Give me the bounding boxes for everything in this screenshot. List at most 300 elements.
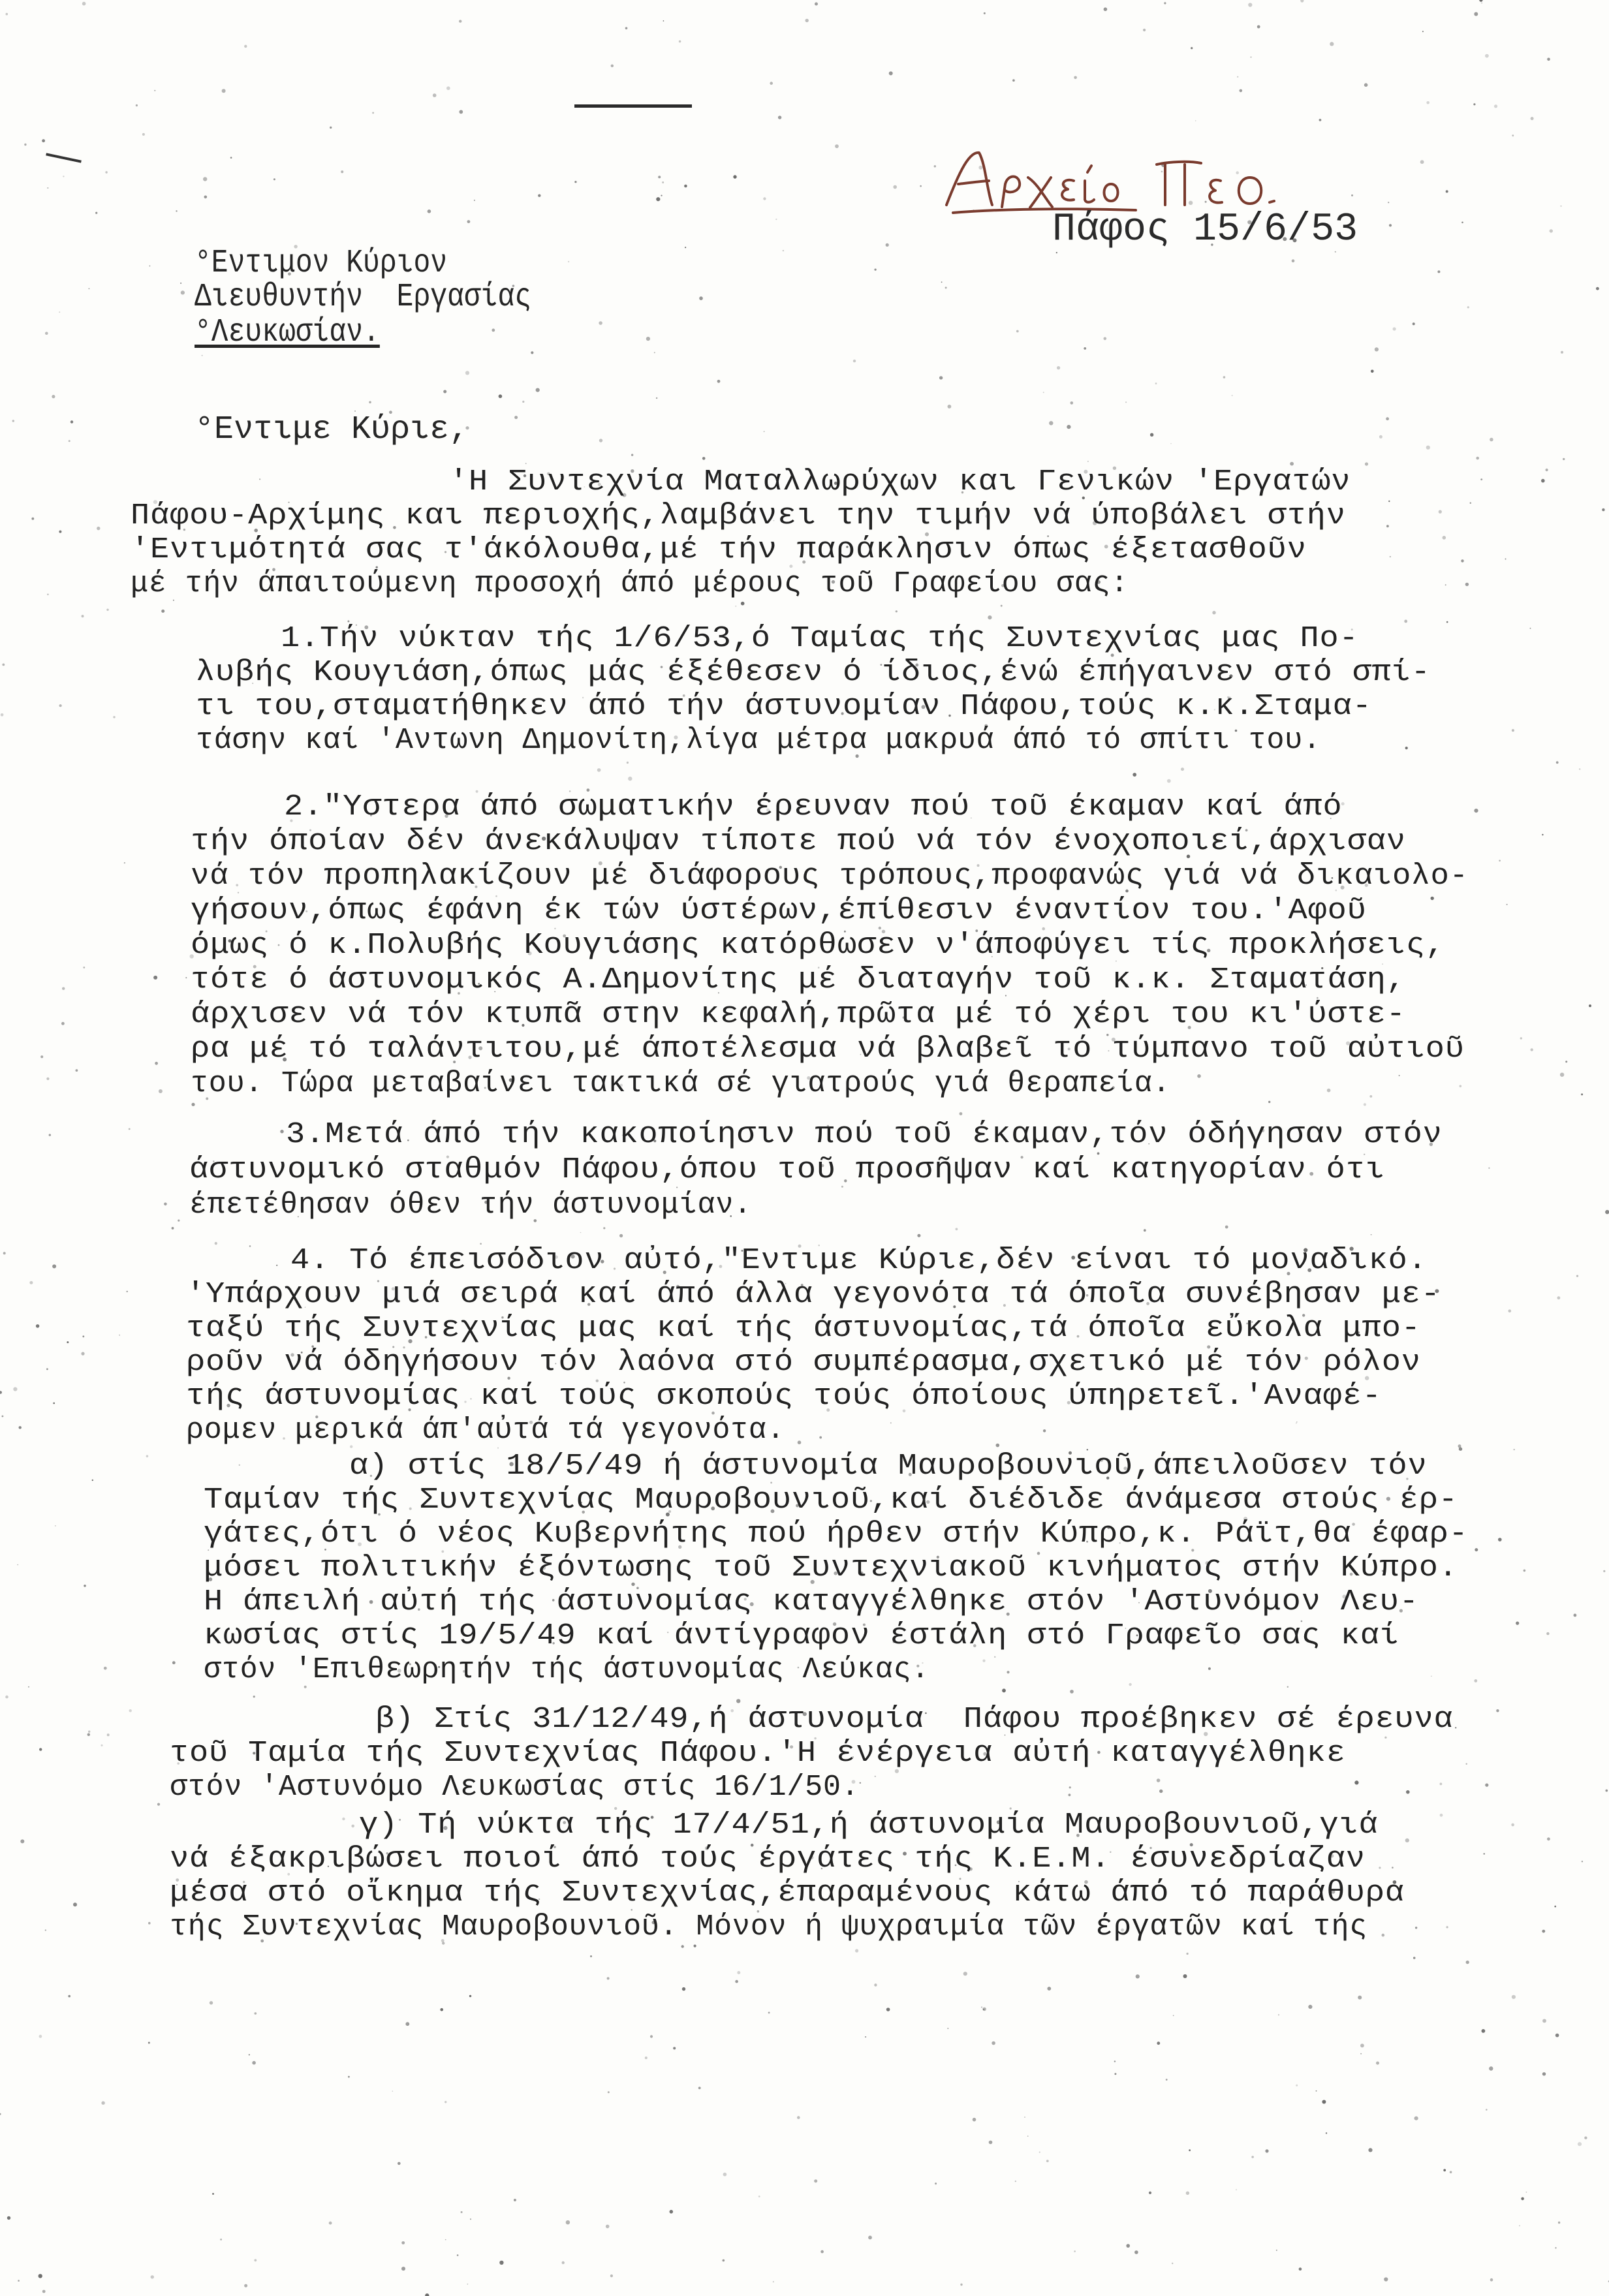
speck — [994, 1656, 995, 1658]
speck — [1390, 556, 1391, 557]
speck — [663, 20, 664, 22]
speck — [1507, 904, 1508, 905]
speck — [1547, 58, 1550, 61]
speck — [1547, 1837, 1550, 1840]
speck — [1265, 2149, 1268, 2152]
speck — [222, 89, 226, 93]
speck — [889, 71, 893, 75]
speck — [658, 176, 661, 178]
speck — [254, 2259, 257, 2261]
speck — [1470, 503, 1471, 504]
speck — [1195, 120, 1196, 121]
speck — [148, 1922, 151, 1925]
speck — [1330, 42, 1334, 46]
speck — [1485, 54, 1489, 58]
speck — [1486, 2109, 1488, 2111]
speck — [855, 1949, 858, 1952]
speck — [1002, 1688, 1006, 1692]
body-line: μέσα στό οἴκημα τής Συντεχνίας,έπαραμένους κάτω άπό τό παράθυρα — [170, 1876, 1405, 1910]
speck — [1276, 2250, 1277, 2251]
speck — [956, 1228, 958, 1230]
speck — [1602, 508, 1604, 511]
speck — [1581, 1093, 1583, 1095]
speck — [341, 170, 343, 173]
speck — [815, 3, 818, 6]
speck — [159, 1089, 163, 1093]
speck — [42, 139, 45, 142]
speck — [670, 2210, 674, 2214]
speck — [87, 1733, 90, 1736]
speck — [814, 2179, 817, 2182]
speck — [1257, 25, 1260, 29]
speck — [1251, 57, 1252, 58]
speck — [1232, 395, 1233, 396]
speck — [151, 2275, 154, 2278]
speck — [631, 454, 633, 456]
speck — [1426, 446, 1430, 450]
speck — [893, 185, 897, 189]
speck — [611, 65, 614, 67]
speck — [105, 171, 107, 173]
speck — [1512, 729, 1514, 732]
speck — [1555, 2247, 1556, 2248]
speck — [1466, 1961, 1469, 1964]
speck — [249, 1245, 251, 1247]
body-line: άρχισεν νά τόν κτυπᾶ στην κεφαλή,πρῶτα μέ τό χέρι του κι'ύστε- — [191, 998, 1406, 1031]
body-line: γ) Τή νύκτα τής 17/4/51,ή άστυνομία Μαυροβουνιοῦ,γιά — [359, 1808, 1379, 1842]
speck — [1316, 2090, 1317, 2092]
body-line: γάτες,ότι ό νέος Κυβερνήτης πού ήρθεν στήν Κύπρο,κ. Ράϊτ,θα έφαρ- — [204, 1517, 1469, 1551]
speck — [2, 664, 5, 666]
body-line: ρα μέ τό ταλάντιτου,μέ άποτέλεσμα νά βλαβεῖ τό τύμπανο τοῦ αὐτιοῦ — [191, 1032, 1465, 1066]
speck — [1197, 1074, 1201, 1078]
speck — [947, 2028, 948, 2029]
speck — [1326, 2132, 1327, 2133]
speck — [1476, 457, 1479, 460]
speck — [40, 1055, 43, 1058]
speck — [276, 1265, 277, 1266]
speck — [20, 1839, 24, 1843]
speck — [723, 2259, 725, 2262]
speck — [161, 610, 164, 613]
speck — [1379, 1867, 1381, 1869]
speck — [1354, 1780, 1358, 1784]
speck — [47, 594, 49, 596]
speck — [42, 2290, 46, 2293]
speck — [52, 1264, 56, 1268]
speck — [1056, 252, 1057, 253]
speck — [1480, 478, 1482, 480]
speck — [1519, 2226, 1520, 2227]
speck — [1561, 351, 1563, 354]
speck — [1405, 747, 1408, 749]
speck — [440, 2008, 443, 2011]
speck — [1415, 1927, 1417, 1929]
speck — [155, 1062, 158, 1065]
speck — [83, 967, 85, 969]
speck — [798, 1440, 802, 1444]
speck — [19, 1426, 22, 1429]
speck — [597, 768, 601, 772]
speck — [1516, 1622, 1519, 1625]
speck — [1319, 119, 1322, 121]
speck — [1125, 401, 1127, 403]
speck — [1420, 160, 1424, 164]
speck — [917, 1234, 920, 1237]
speck — [1561, 206, 1562, 207]
speck — [1012, 79, 1015, 82]
speck — [538, 194, 540, 197]
speck — [1007, 1671, 1009, 1673]
speck — [1490, 438, 1493, 442]
speck — [1542, 1930, 1545, 1933]
speck — [29, 1281, 33, 1284]
body-line: άστυνομικό σταθμόν Πάφου,όπου τοῦ προσῆψαν καί κατηγορίαν ότι — [189, 1153, 1385, 1187]
speck — [203, 177, 207, 181]
speck — [939, 376, 943, 379]
speck — [1406, 1790, 1410, 1794]
speck — [149, 266, 151, 267]
speck — [1446, 190, 1448, 193]
speck — [610, 2274, 613, 2277]
speck — [865, 2036, 866, 2038]
speck — [1422, 31, 1424, 32]
speck — [398, 2162, 401, 2165]
speck — [499, 394, 503, 398]
speck — [1489, 2066, 1493, 2070]
body-line: τοῦ Ταμία τής Συντεχνίας Πάφου.'Η ένέργεια αὐτή καταγγέλθηκε — [170, 1737, 1346, 1770]
speck — [1589, 1004, 1591, 1007]
speck — [45, 332, 48, 335]
speck — [1576, 1275, 1578, 1277]
speck — [568, 261, 569, 262]
speck — [989, 2141, 993, 2145]
speck — [1485, 1784, 1488, 1787]
speck — [1386, 417, 1389, 420]
speck — [645, 2056, 648, 2059]
speck — [28, 1686, 29, 1688]
speck — [1461, 222, 1463, 224]
speck — [467, 220, 471, 223]
speck — [1191, 47, 1193, 49]
speck — [146, 1455, 149, 1457]
speck — [963, 1972, 967, 1976]
speck — [1278, 2014, 1279, 2015]
speck — [562, 2261, 565, 2264]
speck — [84, 1585, 86, 1587]
speck — [107, 1733, 110, 1736]
speck — [1365, 462, 1368, 465]
speck — [886, 243, 889, 247]
speck — [68, 1995, 70, 1998]
speck — [1473, 103, 1475, 105]
speck — [1159, 1790, 1163, 1793]
speck — [566, 2220, 570, 2224]
speck — [1541, 479, 1545, 483]
body-line: κωσίας στίς 19/5/49 καί άντίγραφον έστάλη στό Γραφεῖο σας καί — [204, 1619, 1399, 1652]
speck — [61, 1022, 65, 1025]
speck — [1157, 2041, 1160, 2045]
speck — [1405, 1838, 1409, 1842]
speck — [654, 352, 655, 353]
body-line: ταξύ τής Συντεχνίας μας καί τής άστυνομίας,τά όποῖα εὔκολα μπο- — [186, 1312, 1421, 1345]
speck — [1126, 2244, 1130, 2248]
body-line: γήσουν,όπως έφάνη έκ τών ύστέρων,έπίθεσιν έναντίον του.'Αφοῦ — [191, 894, 1367, 927]
speck — [1248, 3, 1252, 7]
speck — [1322, 2100, 1326, 2104]
speck — [47, 187, 48, 189]
body-line: όμως ό κ.Πολυβής Κουγιάσης κατόρθωσεν ν'άποφύγει τίς προκλήσεις, — [191, 929, 1445, 962]
speck — [69, 440, 70, 442]
speck — [230, 157, 232, 159]
speck — [1292, 259, 1295, 262]
body-line: Ταμίαν τής Συντεχνίας Μαυροβουνιοῦ,καί διέδιδε άνάμεσα στούς έρ- — [204, 1483, 1458, 1517]
speck — [273, 178, 275, 180]
speck — [1173, 2015, 1174, 2016]
speck — [1555, 2034, 1559, 2038]
speck — [59, 704, 62, 707]
speck — [1070, 1690, 1074, 1694]
speck — [684, 185, 687, 188]
speck — [945, 287, 947, 288]
speck — [24, 144, 26, 146]
speck — [874, 1983, 877, 1986]
speck — [82, 1335, 84, 1337]
body-line: ροῦν νά όδηγήσουν τόν λαόνα στό συμπέρασμα,σχετικό μέ τόν ρόλον — [186, 1346, 1421, 1379]
speck — [1104, 337, 1107, 341]
speck — [988, 615, 992, 619]
speck — [1369, 1095, 1372, 1098]
body-line: μέ τήν άπαιτούμενη προσοχή άπό μέρους τοῦ Γραφείου σας: — [131, 567, 1129, 600]
speck — [1512, 134, 1514, 136]
speck — [603, 1227, 605, 1229]
speck — [717, 380, 721, 383]
speck — [1016, 330, 1019, 333]
speck — [1520, 1037, 1522, 1039]
speck — [1531, 117, 1534, 120]
speck — [7, 2216, 10, 2220]
speck — [1389, 224, 1392, 226]
speck — [1413, 322, 1415, 325]
speck — [153, 976, 157, 980]
speck — [1531, 1048, 1533, 1051]
speck — [1027, 2135, 1029, 2137]
speck — [1268, 1101, 1270, 1103]
speck — [1459, 1448, 1462, 1451]
speck — [136, 104, 138, 106]
speck — [1603, 1570, 1605, 1572]
speck — [896, 610, 898, 612]
body-line: έπετέθησαν όθεν τήν άστυνομίαν. — [189, 1188, 752, 1222]
speck — [204, 196, 208, 199]
speck — [443, 390, 446, 394]
speck — [499, 2261, 503, 2265]
speck — [1074, 76, 1077, 80]
speck — [142, 133, 145, 136]
speck — [82, 2, 86, 6]
speck — [1443, 536, 1446, 540]
speck — [1166, 2079, 1168, 2081]
speck — [1143, 29, 1146, 31]
speck — [459, 20, 461, 22]
body-line: τήν όποίαν δέν άνεκάλυψαν τίποτε πού νά τόν ένοχοποιεί,άρχισαν — [191, 825, 1406, 858]
speck — [113, 716, 115, 718]
speck — [1554, 1906, 1556, 1908]
speck — [981, 2006, 982, 2008]
body-line: 1.Τήν νύκταν τής 1/6/53,ό Ταμίας τής Συντεχνίας μας Πο- — [281, 622, 1359, 655]
speck — [1505, 559, 1507, 560]
speck — [342, 1818, 345, 1820]
speck — [685, 247, 686, 248]
speck — [1393, 327, 1396, 330]
speck — [1368, 2148, 1372, 2152]
speck — [819, 1436, 822, 1439]
body-line: α) στίς 18/5/49 ή άστυνομία Μαυροβουνιοῦ,άπειλοῦσεν τόν — [349, 1450, 1428, 1483]
speck — [101, 2102, 104, 2105]
speck — [1104, 7, 1108, 11]
speck — [770, 82, 773, 85]
speck — [1360, 2043, 1364, 2047]
speck — [599, 439, 602, 442]
speck — [1087, 461, 1089, 462]
speck — [259, 478, 260, 480]
speck — [1511, 1823, 1514, 1827]
recipient-line-2: Διευθυντήν Εργασίας — [195, 279, 532, 316]
speck — [253, 1696, 255, 1698]
speck — [185, 977, 187, 978]
body-line: Πάφου-Αρχίμης και περιοχής,λαμβάνει την τιμήν νά ύποβάλει στήν — [131, 499, 1346, 533]
speck — [1558, 2222, 1560, 2224]
speck — [1001, 605, 1003, 607]
body-line: τής άστυνομίας καί τούς σκοπούς τούς όποίους ύπηρετεῖ.'Αναφέ- — [186, 1380, 1382, 1413]
speck — [741, 602, 745, 606]
speck — [1371, 370, 1374, 373]
speck — [1560, 1073, 1564, 1077]
speck — [1084, 347, 1086, 350]
speck — [820, 2250, 824, 2254]
speck — [330, 127, 332, 129]
speck — [46, 1368, 48, 1370]
speck — [445, 2101, 446, 2103]
speck — [982, 2008, 986, 2011]
speck — [59, 311, 60, 313]
speck — [1465, 583, 1469, 586]
speck — [433, 93, 437, 97]
speck — [650, 2035, 653, 2038]
speck — [934, 165, 936, 167]
speck — [805, 19, 809, 22]
speck — [679, 40, 681, 43]
speck — [148, 2042, 150, 2044]
speck — [39, 2274, 42, 2278]
speck — [202, 355, 203, 356]
speck — [1574, 1614, 1577, 1617]
speck — [1069, 1793, 1071, 1796]
speck — [59, 531, 61, 533]
speck — [1144, 1229, 1146, 1232]
speck — [1557, 1296, 1561, 1299]
speck — [1578, 2142, 1582, 2146]
speck — [1565, 1061, 1567, 1063]
speck — [1413, 1957, 1416, 1959]
speck — [445, 2239, 446, 2241]
speck — [1481, 3, 1482, 4]
speck — [941, 281, 943, 283]
body-line: τότε ό άστυνομικός Α.Δημονίτης μέ διαταγήν τοῦ κ.κ. Σταματάση, — [191, 963, 1406, 997]
letter-date: Πάφος 15/6/53 — [1052, 208, 1358, 252]
speck — [2, 1416, 4, 1418]
speck — [446, 86, 450, 90]
speck — [973, 2118, 976, 2122]
speck — [1546, 1632, 1549, 1635]
speck — [580, 1232, 582, 1233]
speck — [1167, 779, 1171, 783]
speck — [469, 1995, 471, 1997]
speck — [36, 1324, 39, 1327]
speck — [492, 329, 495, 332]
speck — [1134, 2250, 1138, 2254]
speck — [461, 2211, 463, 2213]
body-line: 'Εντιμότητά σας τ'άκόλουθα,μέ τήν παράκλησιν όπως έξετασθοῦν — [131, 533, 1307, 566]
speck — [1360, 2053, 1362, 2055]
speck — [215, 1242, 217, 1245]
speck — [73, 1902, 77, 1906]
speck — [405, 2022, 409, 2026]
speck — [531, 351, 533, 354]
speck — [625, 27, 628, 29]
speck — [470, 2218, 471, 2220]
speck — [172, 1661, 176, 1664]
body-line: νά έξακριβώσει ποιοί άπό τούς έργάτες τής Κ.Ε.Μ. έσυνεδρίαζαν — [170, 1842, 1366, 1876]
speck — [457, 2254, 459, 2256]
speck — [1439, 510, 1442, 514]
speck — [682, 1987, 685, 1991]
speck — [372, 112, 374, 114]
speck — [763, 197, 766, 200]
speck — [1358, 1996, 1362, 2000]
speck — [280, 1130, 283, 1133]
speck — [67, 1341, 69, 1343]
speck — [590, 1955, 592, 1957]
speck — [1225, 1226, 1228, 1229]
speck — [1542, 2019, 1546, 2023]
speck — [3, 1252, 6, 1254]
speck — [656, 397, 657, 399]
speck — [606, 2225, 610, 2229]
speck — [63, 176, 64, 177]
body-line: μόσει πολιτικήν έξόντωσης τοῦ Συντεχνιακοῦ κινήματος στήν Κύπρο. — [204, 1551, 1458, 1585]
speck — [662, 181, 664, 183]
speck — [733, 175, 736, 178]
speck — [860, 1782, 861, 1784]
speck — [1496, 1709, 1499, 1712]
speck — [428, 209, 431, 213]
speck — [1046, 2160, 1049, 2162]
speck — [1546, 469, 1548, 471]
speck — [1382, 1934, 1385, 1937]
speck — [52, 395, 55, 398]
speck — [1183, 1974, 1187, 1978]
speck — [191, 1103, 195, 1106]
body-line: τάσην καί 'Αντωνη Δημονίτη,λίγα μέτρα μακρυά άπό τό σπίτι του. — [196, 724, 1321, 757]
speck — [18, 2280, 20, 2282]
speck — [249, 2054, 250, 2055]
salutation: °Εντιμε Κύριε, — [195, 411, 469, 448]
speck — [1155, 382, 1157, 384]
speck — [425, 2293, 429, 2296]
speck — [1024, 2117, 1025, 2118]
recipient-line-3: °Λευκωσίαν. — [195, 314, 380, 351]
